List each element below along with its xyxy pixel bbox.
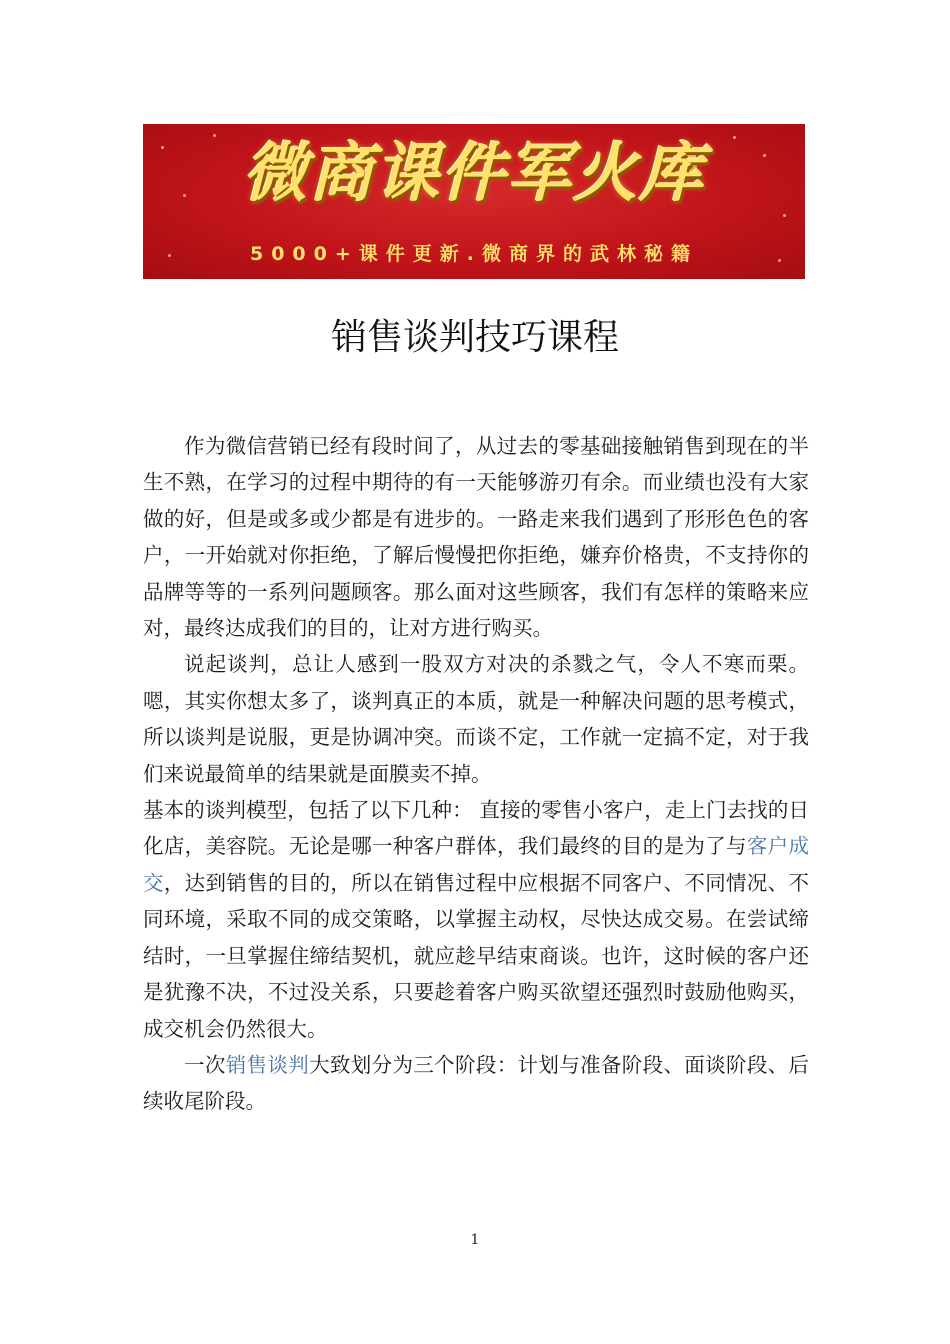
paragraph-text: 大致划分为三个阶段：计划与准备阶段、面谈阶段、后续收尾阶段。 bbox=[143, 1052, 810, 1114]
banner-subtitle: 5000+课件更新.微商界的武林秘籍 bbox=[249, 243, 699, 265]
banner-title: 微商课件军火库 bbox=[243, 137, 705, 211]
sales-negotiation-link[interactable]: 销售谈判 bbox=[225, 1052, 310, 1077]
paragraph-text: 基本的谈判模型，包括了以下几种： 直接的零售小客户，走上门去找的日化店，美容院。无论是哪一种客户群体，我们最终的目的是为了与 bbox=[143, 798, 809, 859]
paragraph bbox=[143, 792, 809, 1047]
sparkle-decoration bbox=[213, 134, 216, 137]
page-number: 1 bbox=[470, 1232, 480, 1248]
sparkle-decoration bbox=[783, 214, 786, 217]
header-banner bbox=[143, 124, 805, 279]
paragraph: 作为微信营销已经有段时间了，从过去的零基础接触销售到现在的半生不熟，在学习的过程中期待的有一天能够游刃有余。而业绩也没有大家做的好，但是或多或少都是有进步的。一路走来我们遇到了形形色色的客户，一开始就对你拒绝，了解后慢慢把你拒绝，嫌弃价格贵，不支持你的品牌等等的一系列问题顾客。那么面对这些顾客，我们有怎样的策略来应对，最终达成我们的目的，让对方进行购买。 bbox=[143, 434, 809, 641]
paragraph-text: ，达到销售的目的，所以在销售过程中应根据不同客户、不同情况、不同环境，采取不同的成交策略，以掌握主动权，尽快达成交易。在尝试缔结时，一旦掌握住缔结契机，就应趁早结束商谈。也许，这时候的客户还是犹豫不决，不过没关系，只要趁着客户购买欲望还强烈时鼓励他购买，成交机会仍然很大。 bbox=[143, 870, 810, 1041]
customer-deal-link[interactable]: 客户成交 bbox=[143, 834, 810, 895]
paragraph-text: 一次 bbox=[184, 1052, 226, 1077]
sparkle-decoration bbox=[733, 136, 736, 139]
document-title: 销售谈判技巧课程 bbox=[330, 317, 619, 358]
document-body bbox=[143, 428, 809, 1120]
paragraph bbox=[143, 1047, 809, 1120]
paragraph: 说起谈判，总让人感到一股双方对决的杀戮之气，令人不寒而栗。嗯，其实你想太多了，谈判真正的本质，就是一种解决问题的思考模式，所以谈判是说服，更是协调冲突。而谈不定，工作就一定搞不定，对于我们来说最简单的结果就是面膜卖不掉。 bbox=[143, 652, 809, 786]
